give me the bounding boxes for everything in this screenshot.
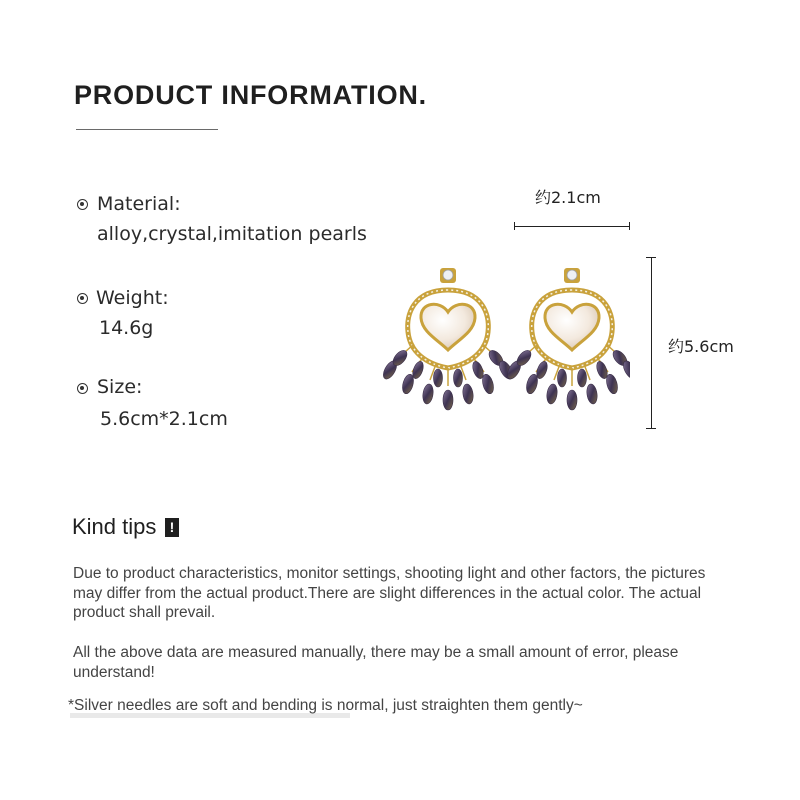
weight-value: 14.6g bbox=[99, 317, 154, 339]
weight-bullet-icon bbox=[77, 293, 88, 304]
width-tick-left bbox=[514, 222, 515, 230]
width-dimension-line bbox=[514, 226, 630, 227]
size-value: 5.6cm*2.1cm bbox=[100, 408, 228, 430]
material-value: alloy,crystal,imitation pearls bbox=[97, 223, 367, 245]
page-title: PRODUCT INFORMATION. bbox=[74, 80, 427, 110]
material-label: Material: bbox=[97, 193, 181, 215]
earrings-image bbox=[380, 260, 630, 450]
height-dimension-label: 约5.6cm bbox=[668, 337, 734, 356]
right-earring bbox=[505, 268, 630, 410]
width-tick-right bbox=[629, 222, 630, 230]
size-label: Size: bbox=[97, 376, 143, 398]
tips-paragraph-2: All the above data are measured manually, there may be a small amount of error, please understand! bbox=[73, 644, 679, 681]
height-tick-top bbox=[646, 257, 656, 258]
left-earring bbox=[381, 268, 516, 410]
height-tick-bottom bbox=[646, 428, 656, 429]
tips-paragraph-1: Due to product characteristics, monitor settings, shooting light and other factors, the pictures may differ from the actual product.There are slight differences in the actual color. The actual product shall prevail. bbox=[73, 565, 706, 621]
width-dimension-label: 约2.1cm bbox=[535, 188, 601, 207]
title-underline bbox=[76, 129, 218, 130]
tips-note: *Silver needles are soft and bending is normal, just straighten them gently~ bbox=[68, 697, 583, 714]
height-dimension-line bbox=[651, 257, 652, 429]
weight-label: Weight: bbox=[96, 287, 169, 309]
size-bullet-icon bbox=[77, 383, 88, 394]
warning-icon: ! bbox=[165, 518, 179, 537]
material-bullet-icon bbox=[77, 199, 88, 210]
kind-tips-title: Kind tips bbox=[72, 514, 157, 539]
